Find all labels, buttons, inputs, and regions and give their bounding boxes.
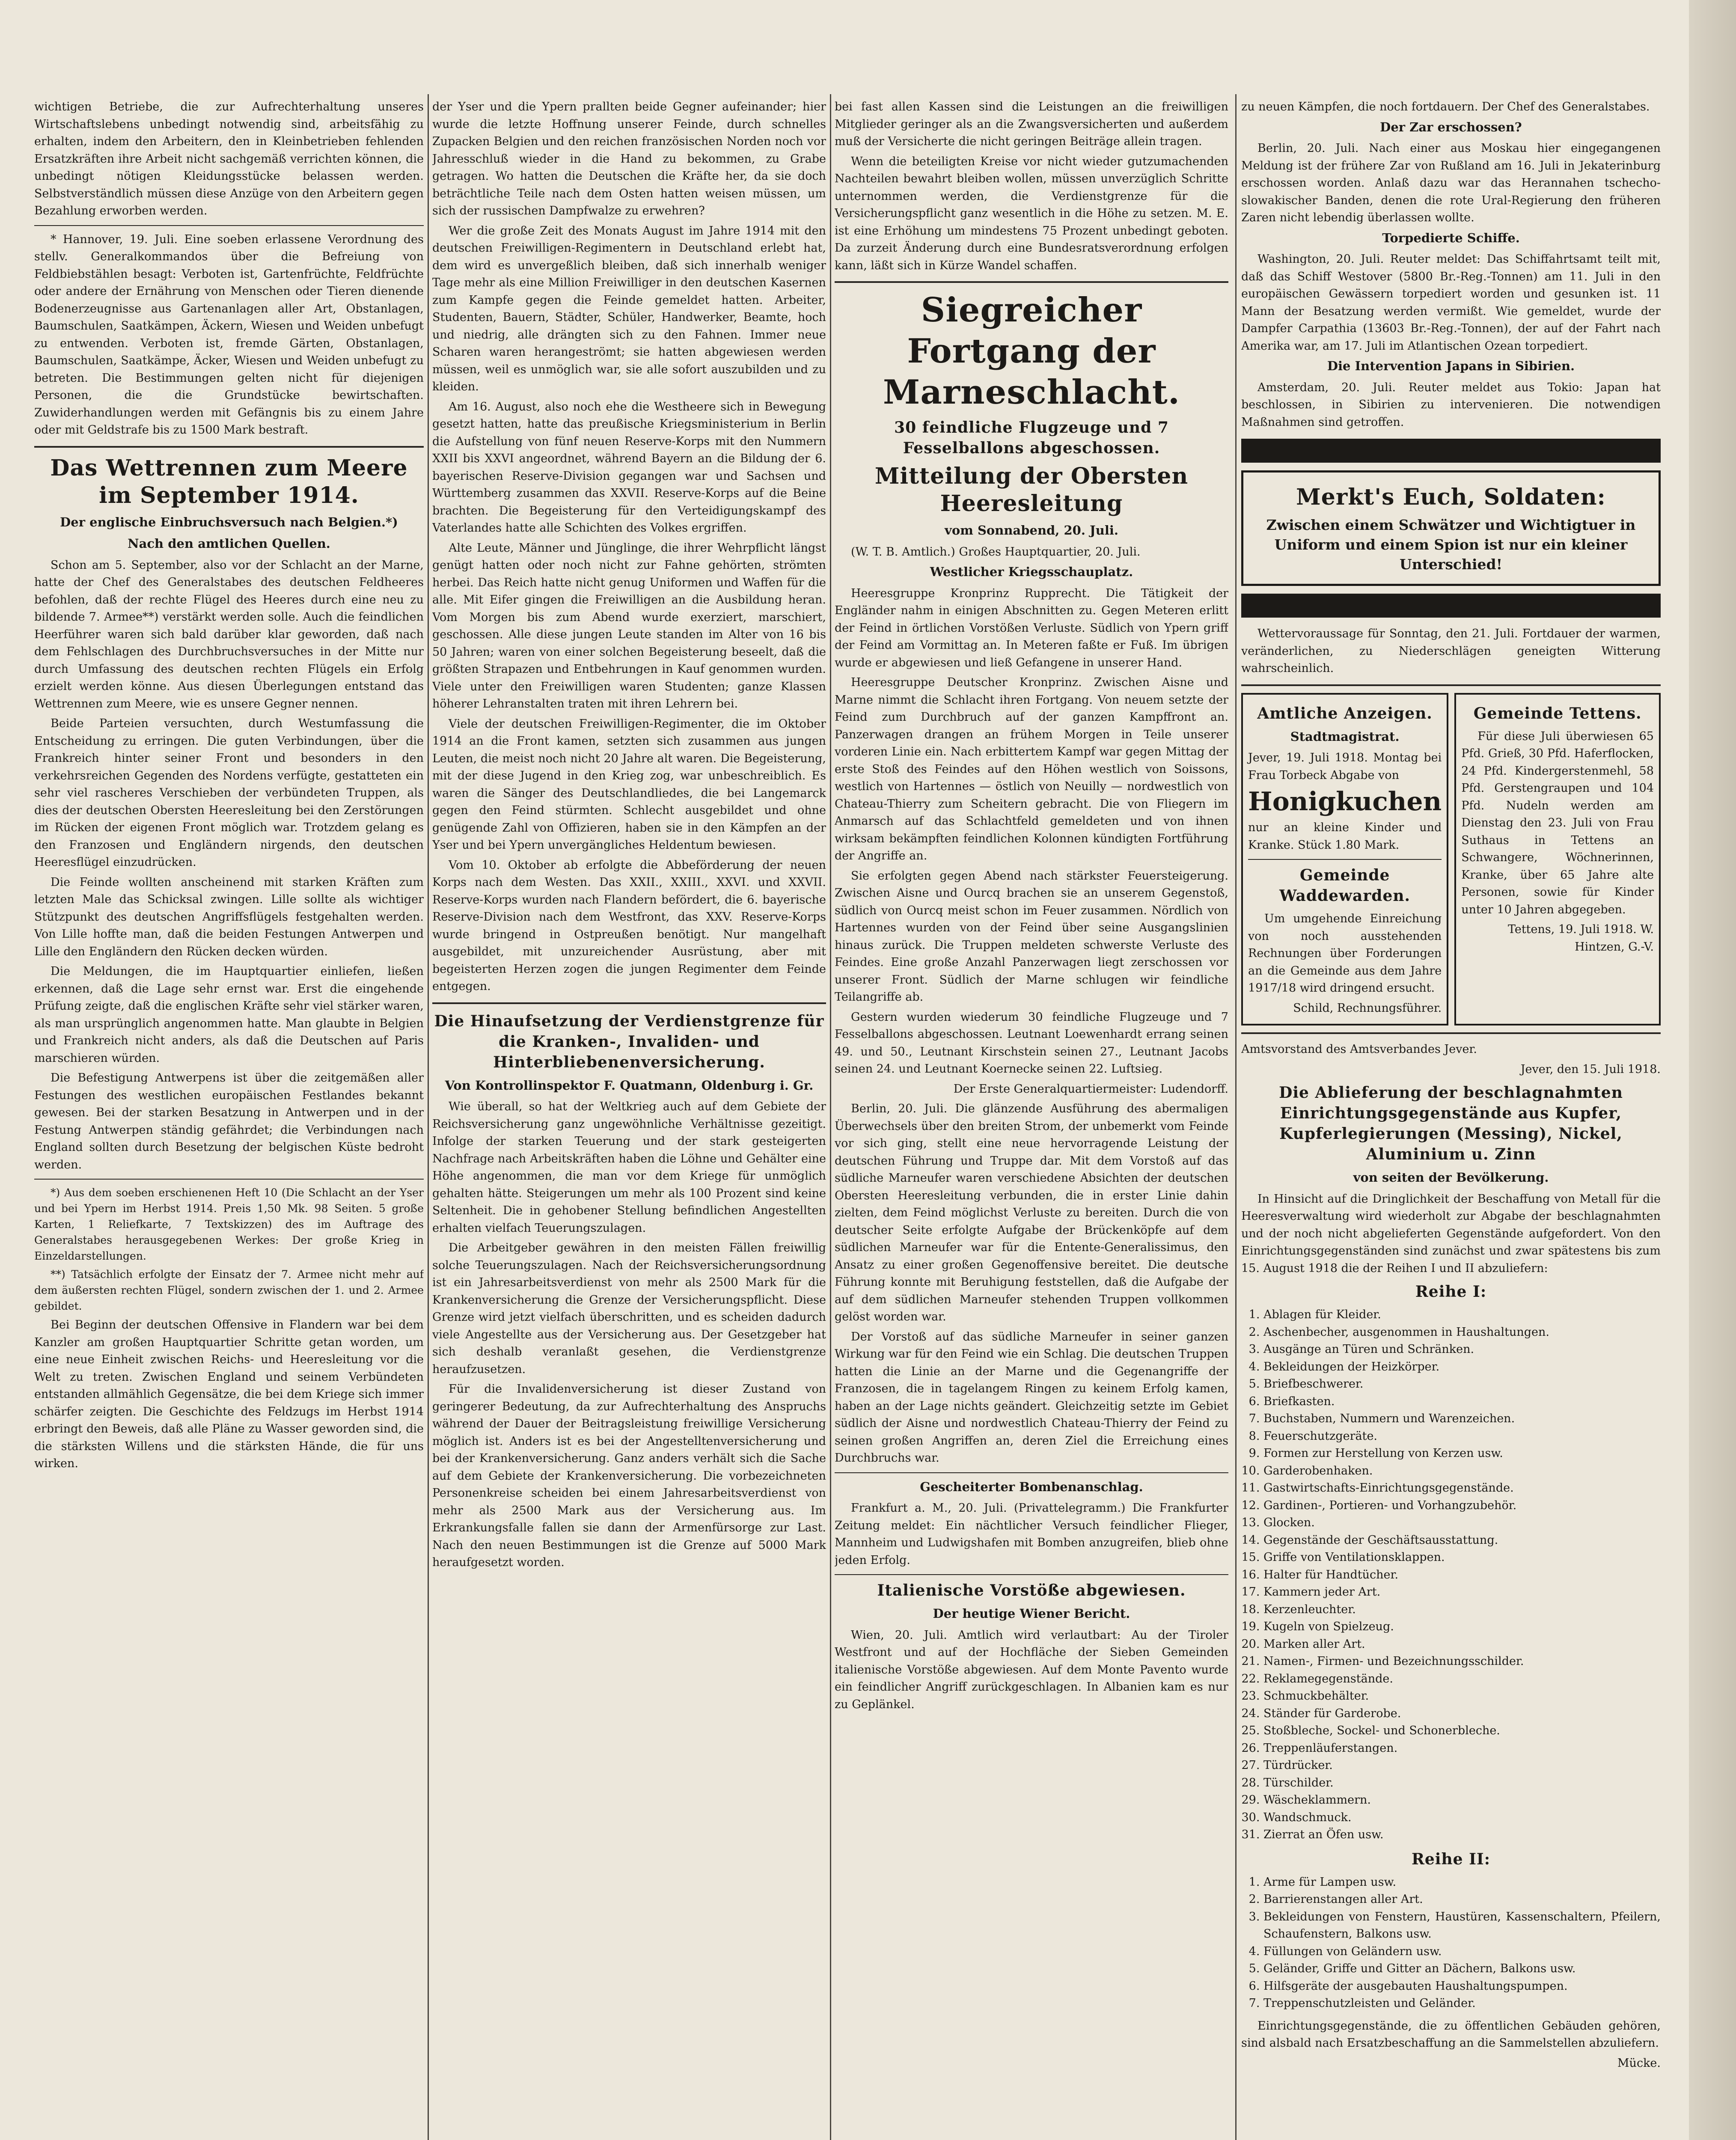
notice-headline: Die Ablieferung der beschlagnahmten Einrichtungsgegenstände aus Kupfer, Kupferlegierungen (Messing), Nickel, Aluminium u. Zinn — [1279, 1084, 1623, 1163]
article-paragraph: der Yser und die Ypern prallten beide Gegner aufeinander; hier wurde die letzte Hoffnung unserer Feinde, durch schnelles Zupacken Belgien und den reichen französischen Norden noch vor Jahresschluß wieder in die Hand zu bekommen, zu Grabe getragen. Wo hatten die Deutschen die Kräfte her, da sie doch beträchtliche Teile nach dem Osten hatten weisen müssen, um sich der russischen Dampfwalze zu erwehren? — [432, 100, 826, 217]
divider — [34, 225, 424, 226]
section-heading: Torpedierte Schiffe. — [1382, 230, 1520, 245]
list-item: 2. Barrierenstangen aller Art. — [1263, 1891, 1661, 1908]
footnote: **) Tatsächlich erfolgte der Einsatz der 7. Armee nicht mehr auf dem äußersten rechten Flügel, sondern zwischen der 1. und 2. Armee gebildet. — [34, 1268, 424, 1312]
article-paragraph: Bei Beginn der deutschen Offensive in Flandern war bei dem Kanzler am großen Hauptquartier Schritte getan worden, um eine neue Einheit zwischen Reichs- und Heeresleitung vor die Welt zu treten. Zwischen England und seinem Verbündeten entstanden allmählich Gegensätze, die bei dem Kriege sich immer schärfer zeigten. Die Geschichte des Feldzugs im Herbst 1914 erbringt den Beweis, daß alle Pläne zu Wasser geworden sind, die die stärksten Willens und die stärksten Hände, die für uns wirken. — [34, 1318, 424, 1470]
main-headline: Siegreicher Fortgang der Marneschlacht. — [883, 291, 1180, 412]
list-item: 6. Briefkasten. — [1263, 1393, 1661, 1411]
ad-amtliche-anzeigen — [1241, 693, 1448, 1026]
article-paragraph: Berlin, 20. Juli. Nach einer aus Moskau hier eingegangenen Meldung ist der frühere Zar von Rußland am 16. Juli in Jekaterinburg erschossen worden. Anlaß dazu war das Herannahen tschecho-slowakischer Banden, denen die rote Ural-Regierung den früheren Zaren nicht lebendig überlassen wollte. — [1241, 142, 1661, 224]
list-heading: Reihe I: — [1415, 1283, 1487, 1301]
page-spine-edge — [1689, 0, 1736, 2140]
notice-subheadline: von seiten der Bevölkerung. — [1353, 1170, 1549, 1185]
list-item: 16. Halter für Handtücher. — [1263, 1566, 1661, 1584]
article-title: Italienische Vorstöße abgewiesen. — [877, 1581, 1186, 1599]
list-heading: Reihe II: — [1411, 1850, 1491, 1868]
authority-date: Jever, den 15. Juli 1918. — [1520, 1062, 1661, 1076]
list-item: 15. Griffe von Ventilationsklappen. — [1263, 1549, 1661, 1566]
column-4 — [1241, 98, 1661, 2140]
article-paragraph: Die Meldungen, die im Hauptquartier einliefen, ließen erkennen, daß die Lage sehr ernst war. Erst die eingehende Prüfung zeigte, daß die englischen Kräfte sehr viel stärker waren, als man ursprünglich angenommen hatte. Man glaubte in Belgien und Frankreich nicht anders, als daß die Deutschen auf Paris marschieren würden. — [34, 965, 424, 1065]
article-paragraph: Die Befestigung Antwerpens ist über die zeitgemäßen aller Festungen des westlichen europäischen Festlandes bekannt gewesen. Bei der starken Besatzung in Antwerpen und in der Festung Antwerpen ständig gefährdet; die Verbindungen nach England sollten durch Besetzung der belgischen Küste bedroht werden. — [34, 1071, 424, 1171]
section-heading: Gescheiterter Bombenanschlag. — [920, 1479, 1143, 1494]
list-item: 11. Gastwirtschafts-Einrichtungsgegenstände. — [1263, 1480, 1661, 1497]
ad-gemeinde-tettens — [1454, 693, 1661, 1026]
signature: Mücke. — [1617, 2056, 1661, 2070]
list-item: 5. Geländer, Griffe und Gitter an Dächern, Balkons usw. — [1263, 1960, 1661, 1978]
list-item: 1. Ablagen für Kleider. — [1263, 1306, 1661, 1324]
list-item: 24. Ständer für Garderobe. — [1263, 1705, 1661, 1723]
article-paragraph: Heeresgruppe Deutscher Kronprinz. Zwischen Aisne und Marne nimmt die Schlacht ihren Fortgang. Von neuem setzte der Feind zum Durchbruch auf der ganzen Kampffront an. Panzerwagen drangen an frühem Morgen in Teile unserer vorderen Linie ein. Nach erbittertem Kampf war gegen Mittag der erste Stoß des Feindes auf den Höhen westlich von Soissons, westlich von Hartennes — östlich von Neuilly — nordwestlich von Chateau-Thierry zum Scheitern gebracht. Die von Fliegern im Anmarsch auf das Schlachtfeld gemeldeten und von ihnen wirksam bekämpften feindlichen Kolonnen kündigten Fortführung der Angriffe an. — [835, 676, 1228, 862]
article-text: wichtigen Betriebe, die zur Aufrechterhaltung unseres Wirtschaftslebens unbedingt notwendig sind, arbeitsfähig zu erhalten, indem den Arbeitern, den in Kleinbetrieben fehlenden Ersatzkräften ihre Arbeit nicht sachgemäß verrichten können, die unbedingt nötigen Kleidungsstücke belassen werden. Selbstverständlich müssen diese Anzüge von den Arbeitern gegen Bezahlung erworben werden. — [34, 100, 424, 217]
article-paragraph: Wien, 20. Juli. Amtlich wird verlautbart: Au der Tiroler Westfront und auf der Hochfläche der Sieben Gemeinden italienische Vorstöße abgewiesen. Auf dem Monte Pavento wurde ein feindlicher Angriff zurückgeschlagen. In Albanien kam es nur zu Geplänkel. — [835, 1628, 1228, 1711]
authority-line: Amtsvorstand des Amtsverbandes Jever. — [1241, 1043, 1477, 1056]
list-item: 25. Stoßbleche, Sockel- und Schonerbleche. — [1263, 1722, 1661, 1740]
notice-text: Zwischen einem Schwätzer und Wichtigtuer in Uniform und einem Spion ist nur ein kleiner Unterschied! — [1266, 517, 1636, 573]
notice-box — [1241, 470, 1661, 586]
article-subtitle: Der heutige Wiener Bericht. — [933, 1606, 1130, 1621]
list-item: 14. Gegenstände der Geschäftsausstattung. — [1263, 1532, 1661, 1549]
ad-title: Amtliche Anzeigen. — [1257, 704, 1433, 722]
list-item: 22. Reklamegegenstände. — [1263, 1670, 1661, 1688]
divider — [34, 1179, 424, 1180]
article-paragraph: Gestern wurden wiederum 30 feindliche Flugzeuge und 7 Fesselballons abgeschossen. Leutnant Loewenhardt errang seinen 49. und 50., Leutnant Kirschstein seinen 27., Leutnant Jacobs seinen 24. und Leutnant Koernecke seinen 22. Luftsieg. — [835, 1010, 1228, 1076]
article-paragraph: Berlin, 20. Juli. Die glänzende Ausführung des abermaligen Überwechsels über den breiten Strom, der unbemerkt vom Feinde vor sich ging, stellt eine neue hervorragende Leistung der deutschen Führung und Truppe dar. Mit dem Vorstoß auf das südliche Marneufer waren verschiedene Absichten der deutschen Obersten Heeresleitung verbunden, die in erster Linie dahin zielten, dem Feind möglichst Verluste zu bereiten. Durch die von deutscher Seite erfolgte Aufgabe der Brückenköpfe auf dem südlichen Marneufer war für die Entente-Generalissimus, den Ansatz zu einer großen Gegenoffensive bereitet. Die deutsche Führung konnte mit Beruhigung feststellen, daß die Aufgabe der auf dem südlichen Marneufer stehenden Truppen vollkommen gelöst worden war. — [835, 1102, 1228, 1323]
list-item: 29. Wäscheklammern. — [1263, 1792, 1661, 1809]
weather-forecast: Wettervoraussage für Sonntag, den 21. Juli. Fortdauer der warmen, veränderlichen, zu Niederschlägen geneigten Witterung wahrscheinlich. — [1241, 627, 1661, 675]
ad-title: Gemeinde Tettens. — [1473, 704, 1642, 722]
black-banner — [1241, 594, 1661, 618]
column-1 — [34, 98, 424, 2140]
article-subtitle: Der englische Einbruchsversuch nach Belgien.*) — [60, 514, 398, 529]
article-paragraph: Wenn die beteiligten Kreise vor nicht wieder gutzumachenden Nachteilen bewahrt bleiben wollen, müssen unverzüglich Schritte unternommen werden, die Verdienstgrenze für die Versicherungspflicht ganz wesentlich in die Höhe zu setzen. M. E. ist eine Erhöhung um mindestens 75 Prozent unbedingt geboten. Da zurzeit Änderung durch eine Bundesratsverordnung erfolgen kann, läßt sich in Kürze Wandel schaffen. — [835, 155, 1228, 272]
article-paragraph: bei fast allen Kassen sind die Leistungen an die freiwilligen Mitglieder geringer als an die Zwangsversicherten und außerdem muß der Versicherte die nicht geringen Beiträge allein tragen. — [835, 100, 1228, 148]
column-divider — [830, 94, 831, 2140]
news-item-hannover: * Hannover, 19. Juli. Eine soeben erlassene Verordnung des stellv. Generalkommandos über die Befreiung von Feldbiebstählen besagt: Verboten ist, Gartenfrüchte, Feldfrüchte oder andere der Ernährung von Menschen oder Tieren dienende Bodenerzeugnisse aus Gartenanlagen aller Art, Obstanlagen, Baumschulen, Saatkämpen, Äckern, Wiesen und Weiden unbefugt zu entwenden. Verboten ist, fremde Gärten, Obstanlagen, Baumschulen, Saatkämpe, Äcker, Wiesen und Weiden unbefugt zu betreten. Die Bestimmungen gelten nicht für diejenigen Personen, die die Grundstücke bewirtschaften. Zuwiderhandlungen werden mit Gefängnis bis zu einem Jahre oder mit Geldstrafe bis zu 1500 Mark bestraft. — [34, 232, 424, 437]
ad-subtitle: Stadtmagistrat. — [1290, 729, 1400, 744]
divider — [835, 1472, 1228, 1473]
column-divider — [428, 94, 429, 2140]
list-item: 20. Marken aller Art. — [1263, 1636, 1661, 1653]
section-heading: Westlicher Kriegsschauplatz. — [930, 565, 1133, 579]
list-item: 27. Türdrücker. — [1263, 1757, 1661, 1774]
list-item: 17. Kammern jeder Art. — [1263, 1584, 1661, 1601]
divider — [432, 1002, 826, 1004]
report-date: vom Sonnabend, 20. Juli. — [945, 523, 1118, 538]
section-heading: Der Zar erschossen? — [1380, 119, 1522, 134]
ad-text: Für diese Juli überwiesen 65 Pfd. Grieß, 30 Pfd. Haferflocken, 24 Pfd. Kindergerstenmehl, 58 Pfd. Gerstengraupen und 104 Pfd. Nudeln werden am Dienstag den 23. Juli von Frau Suthaus in Tettens an Schwangere, Wöchnerinnen, Kranke, über 65 Jahre alte Personen, sowie für Kinder unter 10 Jahren abgegeben. — [1461, 729, 1654, 916]
list-item: 13. Glocken. — [1263, 1514, 1661, 1532]
list-item: 4. Bekleidungen der Heizkörper. — [1263, 1358, 1661, 1376]
article-paragraph: Vom 10. Oktober ab erfolgte die Abbeförderung der neuen Korps nach dem Westen. Das XXII., XXIII., XXVI. und XXVII. Reserve-Korps wurden nach Flandern befördert, die 6. bayerische Reserve-Division nach dem Westfront, das XXV. Reserve-Korps wurde bringend in Ostpreußen benötigt. Nur mangelhaft ausgebildet, mit unzureichender Ausrüstung, aber mit begeisterten Herzen zogen die jungen Regimenter dem Feinde entgegen. — [432, 858, 826, 993]
list-item: 5. Briefbeschwerer. — [1263, 1376, 1661, 1393]
ad-highlight: Honigkuchen — [1248, 787, 1442, 817]
article-paragraph: Beide Parteien versuchten, durch Westumfassung die Entscheidung zu erringen. Die guten Verbindungen, über die Frankreich hinter seiner Front und besonders in den verkehrsreichen Gegenden des Nordens verfügte, gestatteten ein sehr viel rascheres Verschieben der verbündeten Truppen, als dies der deutschen Obersten Heeresleitung bei den Zerstörungen im Rücken der eigenen Front möglich war. Trotzdem gelang es den Franzosen und Engländern nirgends, den deutschen Heeresflügel einzudrücken. — [34, 717, 424, 869]
list-item: 1. Arme für Lampen usw. — [1263, 1874, 1661, 1891]
notice-title: Merkt's Euch, Soldaten: — [1296, 484, 1606, 510]
column-2 — [432, 98, 826, 2140]
article-paragraph: Washington, 20. Juli. Reuter meldet: Das Schiffahrtsamt teilt mit, daß das Schiff Westover (5800 Br.-Reg.-Tonnen) am 11. Juli in den europäischen Gewässern torpediert worden und gesunken ist. 11 Mann der Besatzung werden vermißt. Wie gemeldet, wurde der Dampfer Carpathia (13603 Br.-Reg.-Tonnen), der auf der Fahrt nach Amerika war, am 17. Juli im Atlantischen Ozean torpediert. — [1241, 253, 1661, 353]
footnote: *) Aus dem soeben erschienenen Heft 10 (Die Schlacht an der Yser und bei Ypern im Herbst 1914. Preis 1,50 Mk. 98 Seiten. 5 große Karten, 1 Reliefkarte, 7 Textskizzen) des im Auftrage des Generalstabes herausgegebenen Werkes: Der große Krieg in Einzeldarstellungen. — [34, 1186, 424, 1262]
article-title: Das Wettrennen zum Meere im September 1914. — [50, 455, 408, 508]
divider — [1241, 1032, 1661, 1034]
signature: Der Erste Generalquartiermeister: Ludendorff. — [953, 1082, 1228, 1096]
article-title: Die Hinaufsetzung der Verdienstgrenze für die Kranken-, Invaliden- und Hinterbliebenenversicherung. — [434, 1012, 824, 1071]
list-item: 2. Aschenbecher, ausgenommen in Haushaltungen. — [1263, 1324, 1661, 1341]
ad-title: Gemeinde Waddewarden. — [1279, 866, 1411, 905]
divider — [835, 281, 1228, 283]
article-paragraph: Der Vorstoß auf das südliche Marneufer in seiner ganzen Wirkung war für den Feind wie ein Schlag. Die deutschen Truppen hatten die Linie an der Marne und die Gegenangriffe der Franzosen, die in tagelangem Ringen zu keinem Erfolg kamen, haben an der Lage nichts geändert. Gleichzeitig setzte im Gebiet südlich der Aisne und nordwestlich Chateau-Thierry der Feind zu seinen großen Angriffen an, deren Ziel die Erreichung eines Durchbruchs war. — [835, 1330, 1228, 1465]
list-item: 31. Zierrat an Öfen usw. — [1263, 1826, 1661, 1844]
article-paragraph: Alte Leute, Männer und Jünglinge, die ihrer Wehrpflicht längst genügt hatten oder noch nicht zur Fahne gehörten, strömten herbei. Das Reich hatte nicht genug Uniformen und Waffen für die alle. Mit Eifer gingen die Freiwilligen an die Ausbildung heran. Vom Morgen bis zum Abend wurde exerziert, marschiert, geschossen. Alle diese jungen Leute standen im Alter von 16 bis 50 Jahren; waren von einer solchen Begeisterung beseelt, daß die größten Strapazen und Entbehrungen in Kauf genommen wurden. Viele unter den Freiwilligen waren Studenten; ganze Klassen höherer Lehranstalten traten mit ihren Lehrern bei. — [432, 541, 826, 710]
list-item: 8. Feuerschutzgeräte. — [1263, 1428, 1661, 1445]
headline-report: Mitteilung der Obersten Heeresleitung — [874, 463, 1189, 517]
list-item: 9. Formen zur Herstellung von Kerzen usw. — [1263, 1445, 1661, 1462]
list-item: 28. Türschilder. — [1263, 1774, 1661, 1792]
list-item: 12. Gardinen-, Portieren- und Vorhangzubehör. — [1263, 1497, 1661, 1515]
column-3 — [835, 98, 1228, 2140]
ad-text: Um umgehende Einreichung von noch ausstehenden Rechnungen über Forderungen an die Gemeinde aus dem Jahre 1917/18 wird dringend ersucht. — [1248, 912, 1442, 995]
list-item: 3. Ausgänge an Türen und Schränken. — [1263, 1341, 1661, 1358]
article-paragraph: Die Feinde wollten anscheinend mit starken Kräften zum letzten Male das Schicksal zwingen. Lille sollte als wichtiger Stützpunkt des deutschen Angriffsflügels festgehalten werden. Von Lille hoffte man, daß die beiden Festungen Antwerpen und Lille den Engländern den Rücken decken würden. — [34, 875, 424, 958]
dateline: (W. T. B. Amtlich.) Großes Hauptquartier, 20. Juli. — [851, 545, 1141, 559]
list-item: 30. Wandschmuck. — [1263, 1809, 1661, 1827]
column-divider — [1235, 94, 1237, 2140]
section-heading: Die Intervention Japans in Sibirien. — [1327, 359, 1575, 373]
divider — [835, 1574, 1228, 1575]
notice-text: In Hinsicht auf die Dringlichkeit der Beschaffung von Metall für die Heeresverwaltung wird wiederholt zur Abgabe der beschlagnahmten und der noch nicht abgelieferten Gegenstände aufgefordert. Von den Einrichtungsgegenständen sind zunächst und zwar spätestens bis zum 15. August 1918 die der Reihen I und II abzuliefern: — [1241, 1192, 1661, 1275]
article-paragraph: Für die Invalidenversicherung ist dieser Zustand von geringerer Bedeutung, da zur Aufrechterhaltung des Anspruchs während der Dauer der Beitragsleistung freiwillige Versicherung möglich ist. Anders ist es bei der Angestelltenversicherung und bei der Krankenversicherung. Ganz anders verhält sich die Sache auf dem Gebiete der Krankenversicherung. Die vorbezeichneten Personenkreise scheiden bei einem Jahresarbeitsverdienst von mehr als 2500 Mark aus der Versicherung aus. Im Erkrankungsfalle fallen sie dann der Armenfürsorge zur Last. Nach den neuen Bestimmungen ist die Grenze auf 5000 Mark heraufgesetzt worden. — [432, 1382, 826, 1569]
list-item: 23. Schmuckbehälter. — [1263, 1688, 1661, 1705]
ad-text: nur an kleine Kinder und Kranke. Stück 1.80 Mark. — [1248, 821, 1442, 852]
list-item: 7. Treppenschutzleisten und Geländer. — [1263, 1995, 1661, 2012]
list-item: 6. Hilfsgeräte der ausgebauten Haushaltungspumpen. — [1263, 1978, 1661, 1995]
article-source: Nach den amtlichen Quellen. — [128, 536, 330, 551]
divider — [1241, 684, 1661, 686]
list-item: 26. Treppenläuferstangen. — [1263, 1740, 1661, 1757]
list-item: 21. Namen-, Firmen- und Bezeichnungsschilder. — [1263, 1653, 1661, 1670]
list-item: 18. Kerzenleuchter. — [1263, 1601, 1661, 1619]
article-paragraph: Heeresgruppe Kronprinz Rupprecht. Die Tätigkeit der Engländer nahm in einigen Abschnitten zu. Gegen Meteren erlitt der Feind in örtlichen Vorstößen Verluste. Südlich von Ypern griff der Feind am Vormittag an. In Meteren faßte er Fuß. Im übrigen wurde er abgewiesen und ließ Gefangene in unserer Hand. — [835, 586, 1228, 669]
article-byline: Von Kontrollinspektor F. Quatmann, Oldenburg i. Gr. — [445, 1078, 814, 1093]
article-paragraph: Viele der deutschen Freiwilligen-Regimenter, die im Oktober 1914 an die Front kamen, setzten sich zusammen aus jungen Leuten, die meist noch nicht 20 Jahre alt waren. Die Begeisterung, mit der diese Jugend in den Krieg zog, war unbeschreiblich. Es waren die Sänger des Deutschlandliedes, die bei Langemarck gegen den Feind stürmten. Schlecht ausgebildet und ohne genügende Zahl von Offizieren, haben sie in den Kämpfen an der Yser und bei Ypern unvergängliches Heldentum bewiesen. — [432, 717, 826, 852]
ads-row — [1241, 693, 1661, 1026]
article-paragraph: Amsterdam, 20. Juli. Reuter meldet aus Tokio: Japan hat beschlossen, in Sibirien zu intervenieren. Die notwendigen Maßnahmen sind getroffen. — [1241, 380, 1661, 429]
article-paragraph: Die Arbeitgeber gewähren in den meisten Fällen freiwillig solche Teuerungszulagen. Nach der Reichsversicherungsordnung ist ein Jahresarbeitsverdienst von mehr als 2500 Mark für die Krankenversicherung die Grenze der Versicherungspflicht. Diese Grenze wird jetzt vielfach überschritten, und es scheiden dadurch viele Angestellte aus der Versicherung aus. Der Gesetzgeber hat sich deshalb veranlaßt gesehen, die Verdienstgrenze heraufzusetzen. — [432, 1241, 826, 1376]
ad-text: Jever, 19. Juli 1918. Montag bei Frau Torbeck Abgabe von — [1248, 751, 1442, 782]
article-paragraph: Sie erfolgten gegen Abend nach stärkster Feuersteigerung. Zwischen Aisne und Ourcq brachen sie an unserem Gegenstoß, südlich von Ourcq meist schon im Feuer zusammen. Nördlich von Hartennes wurden von der Feind über seine Ausgangslinien hinaus zurück. Die Truppen meldeten schwerste Verluste des Feindes. Eine große Anzahl Panzerwagen liegt zerschossen vor unserer Front. Südlich der Marne schlugen wir feindliche Teilangriffe ab. — [835, 869, 1228, 1004]
headline-secondary: 30 feindliche Flugzeuge und 7 Fesselballons abgeschossen. — [894, 419, 1169, 457]
item-list-reihe-1 — [1241, 1306, 1661, 1844]
notice-text: Einrichtungsgegenstände, die zu öffentlichen Gebäuden gehören, sind alsbald nach Ersatzbeschaffung an die Sammelstellen abzuliefern. — [1241, 2019, 1661, 2050]
divider — [34, 446, 424, 448]
list-item: 10. Garderobenhaken. — [1263, 1462, 1661, 1480]
article-paragraph: Wie überall, so hat der Weltkrieg auch auf dem Gebiete der Reichsversicherung ganz ungewöhnliche Verhältnisse gezeitigt. Infolge der starken Teuerung und der stark gesteigerten Nachfrage nach Arbeitskräften haben die Löhne und Gehälter eine Höhe angenommen, die man vor dem Kriege für unmöglich gehalten hätte. Steigerungen um mehr als 100 Prozent sind keine Seltenheit. Die in gehobener Stellung befindlichen Angestellten erhalten vielfach Teuerungszulagen. — [432, 1100, 826, 1235]
article-paragraph: Am 16. August, also noch ehe die Westheere sich in Bewegung gesetzt hatten, hatte das preußische Kriegsministerium in Berlin die Aufstellung von fünf neuen Reserve-Korps mit den Nummern XXII bis XXVI angeordnet, während Bayern an die Bildung der 6. bayerischen Reserve-Division gegangen war und Sachsen und Württemberg zusammen das XXVII. Reserve-Korps auf die Beine brachten. Die Begeisterung für den Verteidigungskampf des Vaterlandes hatte alle Schichten des Volkes ergriffen. — [432, 400, 826, 535]
article-paragraph: zu neuen Kämpfen, die noch fortdauern. Der Chef des Generalstabes. — [1241, 100, 1650, 113]
list-item: 7. Buchstaben, Nummern und Warenzeichen. — [1263, 1410, 1661, 1428]
list-item: 4. Füllungen von Geländern usw. — [1263, 1943, 1661, 1961]
article-paragraph: Wer die große Zeit des Monats August im Jahre 1914 mit den deutschen Freiwilligen-Regimentern in Deutschland erlebt hat, dem wird es unvergeßlich bleiben, daß sich innerhalb weniger Tage mehr als eine Million Freiwilliger in den deutschen Kasernen zum Kampfe gegen die Feinde gemeldet hatten. Arbeiter, Studenten, Bauern, Städter, Schüler, Handwerker, Beamte, hoch und niedrig, alle drängten sich zu den Fahnen. Immer neue Scharen waren herangeströmt; sie hatten abgewiesen werden müssen, weil es unmöglich war, sie alle sofort auszubilden und zu kleiden. — [432, 224, 826, 393]
ad-signature: Tettens, 19. Juli 1918. W. Hintzen, G.-V. — [1507, 923, 1654, 954]
article-paragraph: Schon am 5. September, also vor der Schlacht an der Marne, hatte der Chef des Generalstabes des deutschen Feldheeres befohlen, daß der rechte Flügel des Heeres durch eine neu zu bildende 7. Armee**) verstärkt werden solle. Auch die feindlichen Heerführer waren sich bald darüber klar geworden, daß nach dem Fehlschlagen des Durchbruchsversuches in der Mitte nur durch Umfassung des deutschen rechten Flügels ein Erfolg erzielt werden könne. Aus diesen Überlegungen entstand das Wettrennen zum Meere, wie es unsere Gegner nennen. — [34, 558, 424, 710]
article-paragraph: Frankfurt a. M., 20. Juli. (Privattelegramm.) Die Frankfurter Zeitung meldet: Ein nächtlicher Versuch feindlicher Flieger, Mannheim und Ludwigshafen mit Bomben anzugreifen, blieb ohne jeden Erfolg. — [835, 1501, 1228, 1567]
list-item: 3. Bekleidungen von Fenstern, Haustüren, Kassenschaltern, Pfeilern, Schaufenstern, Balkons usw. — [1263, 1908, 1661, 1943]
ad-signature: Schild, Rechnungsführer. — [1293, 1001, 1442, 1015]
divider — [1248, 859, 1442, 860]
list-item: 19. Kugeln von Spielzeug. — [1263, 1618, 1661, 1636]
item-list-reihe-2 — [1241, 1874, 1661, 2012]
black-banner — [1241, 439, 1661, 463]
